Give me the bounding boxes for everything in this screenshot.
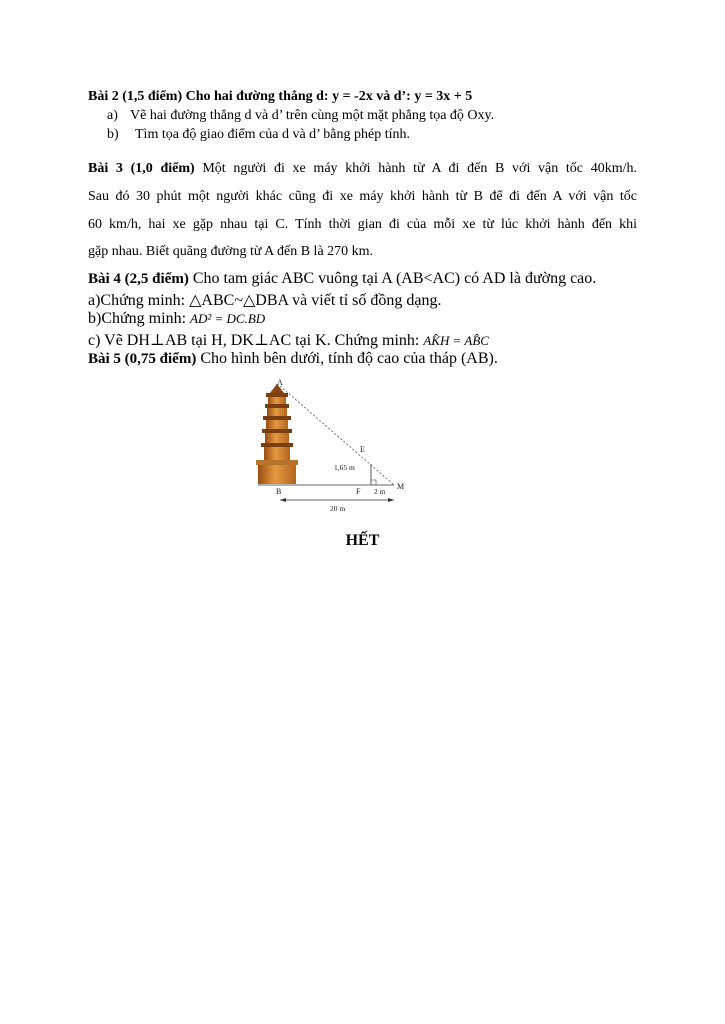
tower-roof-5 <box>266 393 288 397</box>
bai5-text: Cho hình bên dưới, tính độ cao của tháp (AB). <box>196 350 498 367</box>
bai3-line1 <box>88 161 637 177</box>
bai4-b-prefix: b)Chứng minh: <box>88 310 191 327</box>
bai4-intro: Cho tam giác ABC vuông tại A (AB<AC) có AD là đường cao. <box>188 270 597 287</box>
bai3-line3: 60 km/h, hai xe gặp nhau tại C. Tính thời gian đi của mỗi xe từ lúc khởi hành đến khi <box>88 217 637 232</box>
bai4-heading: Bài 4 (2,5 điểm) <box>88 271 189 287</box>
bai4-b-line <box>88 310 265 328</box>
bai4-c-line <box>88 330 489 350</box>
bai4-a-math: △ABC~△DBA <box>189 292 289 309</box>
tower-base-cap <box>256 460 298 465</box>
arrow-left-icon <box>280 498 286 502</box>
bai4-a-prefix: a)Chứng minh: <box>88 292 190 309</box>
bai3-line1-text: Một người đi xe máy khởi hành từ A đi đến B với vận tốc 40km/h. <box>194 161 637 176</box>
label-height-EF: 1,65 m <box>334 463 355 472</box>
tower-tier-5 <box>268 396 286 404</box>
arrow-right-icon <box>388 498 394 502</box>
tower-base <box>258 464 296 484</box>
label-F: F <box>356 487 361 496</box>
bai2-a-text: Vẽ hai đường thẳng d và d’ trên cùng một mặt phẳng tọa độ Oxy. <box>130 108 495 123</box>
tower-tier-1 <box>264 446 290 460</box>
bai4-c-prefix: c) Vẽ DH⊥AB tại H, DK⊥AC tại K. Chứng minh: <box>88 332 424 349</box>
bai4-a-line <box>88 290 441 310</box>
bai2-b-text: Tìm tọa độ giao điểm của d và d’ bằng phép tính. <box>135 127 411 142</box>
label-dist-BM: 20 m <box>330 504 346 513</box>
bai2-b-marker: b) <box>107 127 119 142</box>
tower-roof-4 <box>265 404 289 408</box>
tower-tier-3 <box>266 419 288 429</box>
label-E: E <box>360 445 365 454</box>
bai5-line <box>88 350 498 368</box>
label-A: A <box>277 378 283 387</box>
label-M: M <box>397 482 405 491</box>
bai4-b-math: AD² = DC.BD <box>190 311 266 326</box>
bai5-heading: Bài 5 (0,75 điểm) <box>88 351 197 367</box>
bai3-line4: gặp nhau. Biết quãng đường từ A đến B là 270 km. <box>88 244 374 259</box>
tower-roof-3 <box>263 416 291 420</box>
bai3-line2: Sau đó 30 phút một người khác cũng đi xe máy khởi hành từ B để đi đến A với vận tốc <box>88 189 637 204</box>
label-B: B <box>276 487 282 496</box>
bai4-c-math: AK̂H = AB̂C <box>423 333 489 348</box>
tower-roof-2 <box>262 429 292 433</box>
tower-tier-4 <box>267 407 287 416</box>
tower-roof-1 <box>261 443 293 447</box>
end-marker: HẾT <box>345 532 380 549</box>
bai2-heading: Bài 2 (1,5 điểm) Cho hai đường thẳng d: y = -2x và d’: y = 3x + 5 <box>88 89 473 104</box>
bai3-heading: Bài 3 (1,0 điểm) <box>88 161 195 176</box>
bai4-a-suffix: và viết tỉ số đồng dạng. <box>288 292 442 309</box>
bai2-a-marker: a) <box>107 108 118 123</box>
tower-figure <box>250 374 420 519</box>
tower-tier-2 <box>265 432 289 443</box>
label-dist-FM: 2 m <box>374 487 386 496</box>
bai4-intro-line <box>88 270 596 288</box>
right-angle-mark <box>371 480 376 485</box>
tower-graphic <box>256 384 298 484</box>
